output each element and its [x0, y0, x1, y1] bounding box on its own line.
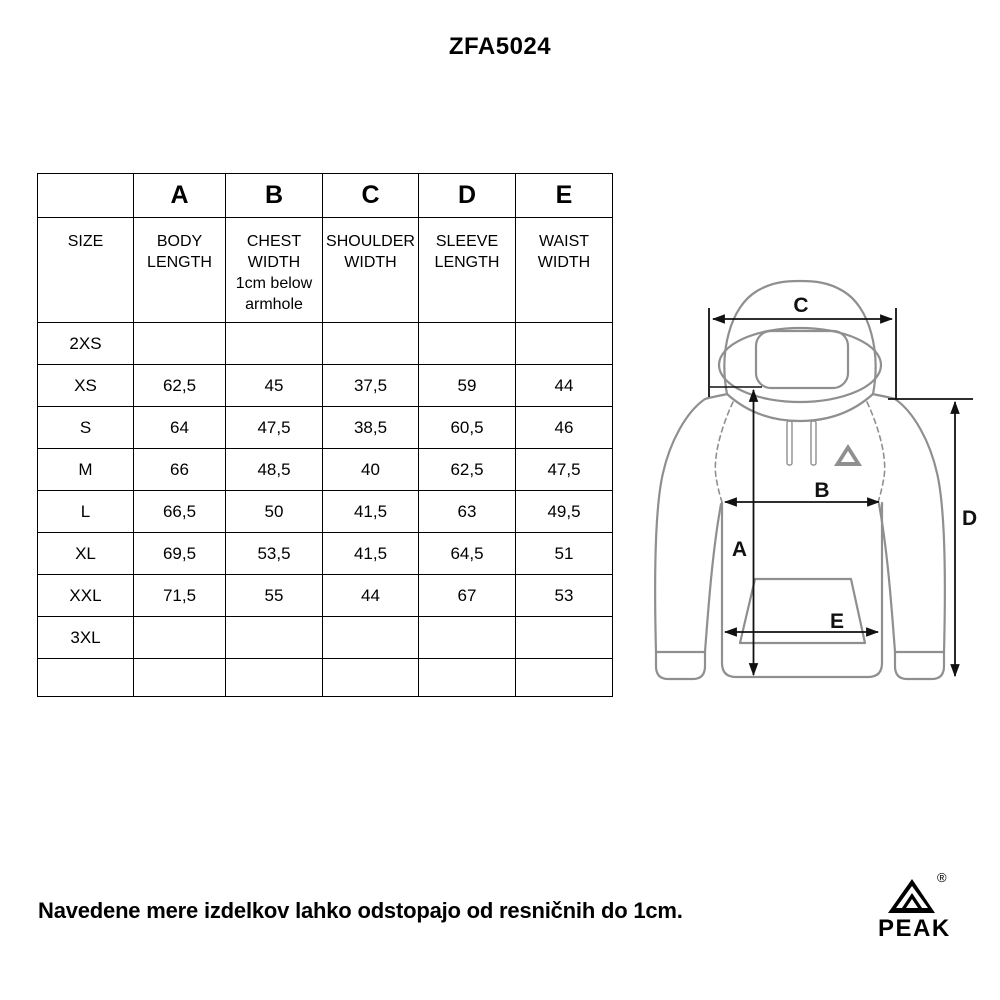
value-cell: 66,5 [134, 491, 226, 533]
value-cell: 63 [419, 491, 516, 533]
size-header-cell: SIZE [38, 218, 134, 323]
size-cell: M [38, 449, 134, 491]
size-cell: 3XL [38, 617, 134, 659]
table-row [38, 575, 613, 617]
right-armhole-seam [867, 402, 885, 502]
registered-mark: ® [937, 870, 947, 885]
size-cell: S [38, 407, 134, 449]
value-cell: 48,5 [226, 449, 323, 491]
value-cell [323, 659, 419, 697]
value-cell: 53 [516, 575, 613, 617]
column-label-note: 1cm below armhole [235, 275, 313, 313]
body-outline [722, 503, 882, 677]
value-cell: 49,5 [516, 491, 613, 533]
left-sleeve-inner-seam [705, 504, 721, 652]
value-cell [516, 323, 613, 365]
column-label-c [323, 218, 419, 323]
value-cell: 64,5 [419, 533, 516, 575]
left-armhole-seam [715, 402, 733, 502]
value-cell: 47,5 [226, 407, 323, 449]
value-cell: 38,5 [323, 407, 419, 449]
measure-label-a: A [731, 538, 747, 561]
table-row [38, 617, 613, 659]
table-row [38, 659, 613, 697]
size-cell [38, 659, 134, 697]
value-cell [226, 659, 323, 697]
right-cuff [895, 652, 944, 679]
column-label-text: SHOULDER WIDTH [326, 233, 415, 271]
left-cuff [656, 652, 705, 679]
column-label-text: SLEEVE LENGTH [434, 233, 500, 271]
value-cell: 64 [134, 407, 226, 449]
table-row [38, 491, 613, 533]
value-cell: 71,5 [134, 575, 226, 617]
value-cell: 55 [226, 575, 323, 617]
value-cell: 51 [516, 533, 613, 575]
peak-logo [858, 860, 983, 945]
label-header-row [38, 218, 613, 323]
column-label-e [516, 218, 613, 323]
size-cell: 2XS [38, 323, 134, 365]
table-row [38, 365, 613, 407]
value-cell: 60,5 [419, 407, 516, 449]
value-cell: 45 [226, 365, 323, 407]
column-label-b [226, 218, 323, 323]
size-cell: L [38, 491, 134, 533]
size-cell: XXL [38, 575, 134, 617]
value-cell: 50 [226, 491, 323, 533]
value-cell: 44 [323, 575, 419, 617]
size-cell: XS [38, 365, 134, 407]
size-table-body [38, 323, 613, 697]
value-cell [323, 617, 419, 659]
table-row [38, 407, 613, 449]
value-cell [419, 659, 516, 697]
value-cell [323, 323, 419, 365]
value-cell: 59 [419, 365, 516, 407]
value-cell: 62,5 [134, 365, 226, 407]
measure-label-e: E [829, 610, 845, 633]
column-label-a [134, 218, 226, 323]
value-cell: 66 [134, 449, 226, 491]
table-row [38, 533, 613, 575]
column-label-text: CHEST WIDTH [246, 233, 302, 271]
value-cell: 41,5 [323, 491, 419, 533]
letter-header-row [38, 174, 613, 218]
value-cell: 46 [516, 407, 613, 449]
value-cell: 44 [516, 365, 613, 407]
value-cell [419, 617, 516, 659]
column-letter-e: E [516, 174, 613, 218]
value-cell: 67 [419, 575, 516, 617]
value-cell [516, 659, 613, 697]
page-title: ZFA5024 [448, 33, 552, 60]
right-sleeve [873, 394, 945, 652]
column-letter-d: D [419, 174, 516, 218]
column-letter-c: C [323, 174, 419, 218]
column-label-text: BODY LENGTH [147, 233, 212, 271]
value-cell [226, 617, 323, 659]
value-cell: 62,5 [419, 449, 516, 491]
drawstring-left [787, 421, 792, 465]
value-cell [516, 617, 613, 659]
tolerance-note: Navedene mere izdelkov lahko odstopajo od resničnih do 1cm. [38, 898, 683, 923]
value-cell: 53,5 [226, 533, 323, 575]
brand-wordmark: PEAK [878, 915, 951, 942]
column-letter-b: B [226, 174, 323, 218]
table-row [38, 449, 613, 491]
kangaroo-pocket [740, 579, 865, 643]
left-sleeve [655, 394, 727, 652]
hood-opening [719, 328, 881, 402]
measure-label-b: B [814, 479, 830, 502]
value-cell: 41,5 [323, 533, 419, 575]
size-cell: XL [38, 533, 134, 575]
value-cell [134, 323, 226, 365]
value-cell: 37,5 [323, 365, 419, 407]
measure-label-d: D [962, 507, 978, 530]
value-cell: 47,5 [516, 449, 613, 491]
value-cell [134, 617, 226, 659]
column-label-text: WAIST WIDTH [537, 233, 591, 271]
hoodie-measurement-diagram [630, 268, 1000, 693]
size-table [37, 173, 613, 697]
drawstring-right [811, 421, 816, 465]
value-cell: 40 [323, 449, 419, 491]
hood-face-opening [756, 331, 848, 388]
hood-bottom-edge [727, 394, 873, 421]
corner-cell [38, 174, 134, 218]
column-letter-a: A [134, 174, 226, 218]
measure-label-c: C [793, 294, 809, 317]
table-row [38, 323, 613, 365]
value-cell: 69,5 [134, 533, 226, 575]
column-label-d [419, 218, 516, 323]
value-cell [419, 323, 516, 365]
value-cell [134, 659, 226, 697]
value-cell [226, 323, 323, 365]
